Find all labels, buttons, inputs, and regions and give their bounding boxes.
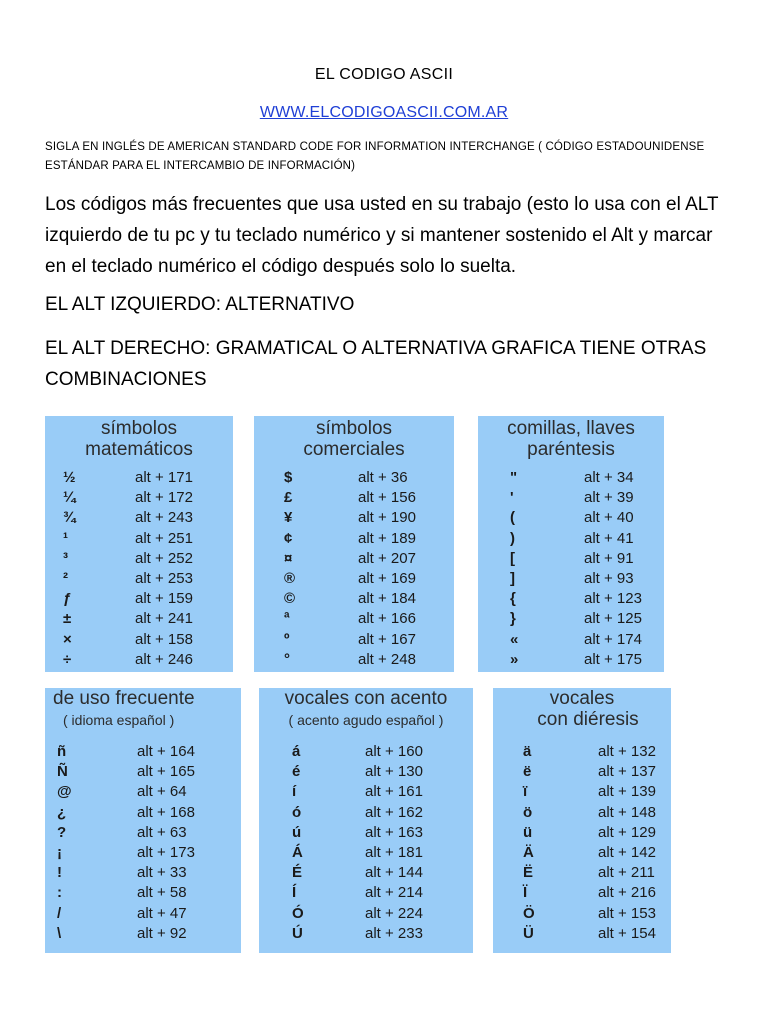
table-row — [478, 468, 664, 488]
row-alt-code: alt + 154 — [598, 924, 656, 942]
row-alt-code: alt + 172 — [135, 489, 193, 507]
row-alt-code: alt + 137 — [598, 763, 656, 781]
row-alt-code: alt + 39 — [584, 489, 634, 507]
table-row — [45, 468, 233, 488]
table-row — [45, 569, 233, 589]
row-alt-code: alt + 159 — [135, 590, 193, 608]
table-row — [259, 782, 473, 802]
table-title: paréntesis — [527, 439, 615, 460]
row-alt-code: alt + 161 — [365, 783, 423, 801]
table-title: matemáticos — [85, 439, 193, 460]
row-symbol: ) — [510, 529, 515, 547]
row-symbol: ¾ — [63, 509, 76, 527]
table-title: vocales — [549, 688, 615, 709]
row-symbol: © — [284, 590, 296, 608]
website-link[interactable]: WWW.ELCODIGOASCII.COM.AR — [259, 104, 509, 121]
table-row — [254, 508, 454, 528]
table-row — [254, 549, 454, 569]
table-row — [45, 589, 233, 609]
row-alt-code: alt + 181 — [365, 843, 423, 861]
row-symbol: ó — [292, 803, 302, 821]
table-title: de uso frecuente — [53, 688, 195, 709]
row-alt-code: alt + 92 — [137, 924, 187, 942]
row-symbol: ¡ — [57, 843, 62, 861]
table-title: símbolos — [100, 418, 178, 439]
row-alt-code: alt + 139 — [598, 783, 656, 801]
table-row — [478, 609, 664, 629]
row-alt-code: alt + 33 — [137, 864, 187, 882]
row-symbol: É — [292, 864, 303, 882]
page-title: EL CODIGO ASCII — [314, 66, 454, 83]
row-symbol: ! — [57, 864, 62, 882]
row-alt-code: alt + 153 — [598, 904, 656, 922]
table-row — [493, 904, 671, 924]
row-symbol: ] — [510, 569, 515, 587]
row-symbol: í — [292, 783, 297, 801]
row-alt-code: alt + 190 — [358, 509, 416, 527]
row-alt-code: alt + 189 — [358, 529, 416, 547]
row-alt-code: alt + 171 — [135, 469, 193, 486]
table-row — [259, 924, 473, 944]
row-symbol: Ü — [523, 924, 534, 942]
row-symbol: ( — [510, 509, 515, 527]
table-row — [493, 823, 671, 843]
table-row — [478, 630, 664, 650]
row-symbol: × — [63, 630, 72, 648]
table-row — [45, 782, 241, 802]
row-alt-code: alt + 162 — [365, 803, 423, 821]
table-rows — [493, 742, 671, 944]
table-subtitle: ( idioma español ) — [63, 712, 175, 728]
row-symbol: ' — [510, 489, 514, 507]
row-symbol: Ñ — [57, 763, 68, 781]
row-alt-code: alt + 36 — [358, 469, 408, 486]
row-alt-code: alt + 144 — [365, 864, 423, 882]
table-row — [45, 609, 233, 629]
table-row — [259, 742, 473, 762]
row-alt-code: alt + 47 — [137, 904, 187, 922]
table-math-symbols — [45, 416, 233, 672]
table-row — [493, 924, 671, 944]
intro-paragraph: Los códigos más frecuentes que usa usted en su trabajo (esto lo usa con el ALT izquierdo de tu pc y tu teclado numérico y si mantener sostenido el Alt y marcar en el teclado numérico el código después solo lo suelta. — [45, 194, 719, 277]
row-symbol: ñ — [57, 743, 67, 760]
row-alt-code: alt + 156 — [358, 489, 416, 507]
table-title: con diéresis — [537, 709, 639, 730]
table-row — [45, 823, 241, 843]
row-symbol: ë — [523, 763, 532, 781]
row-symbol: Ï — [523, 884, 528, 902]
row-alt-code: alt + 252 — [135, 549, 193, 567]
row-symbol: ÷ — [63, 650, 72, 668]
row-symbol: $ — [284, 469, 293, 486]
row-alt-code: alt + 164 — [137, 743, 195, 760]
table-quotes-braces — [478, 416, 664, 672]
table-rows — [254, 468, 454, 670]
table-title: comillas, llaves — [507, 418, 635, 439]
row-symbol: £ — [284, 489, 293, 507]
row-alt-code: alt + 248 — [358, 650, 416, 668]
row-symbol: ¿ — [57, 803, 67, 821]
table-row — [45, 762, 241, 782]
row-symbol: ª — [284, 610, 290, 628]
row-alt-code: alt + 214 — [365, 884, 423, 902]
row-symbol: { — [510, 590, 516, 608]
table-row — [45, 549, 233, 569]
row-symbol: [ — [510, 549, 515, 567]
table-row — [45, 650, 233, 670]
row-symbol: Ó — [292, 904, 304, 922]
row-symbol: ú — [292, 823, 302, 841]
table-row — [45, 803, 241, 823]
row-symbol: Í — [292, 884, 297, 902]
row-alt-code: alt + 166 — [358, 610, 416, 628]
row-alt-code: alt + 169 — [358, 569, 416, 587]
table-row — [493, 803, 671, 823]
row-alt-code: alt + 246 — [135, 650, 193, 668]
row-alt-code: alt + 130 — [365, 763, 423, 781]
row-symbol: ¤ — [284, 549, 293, 567]
table-row — [254, 468, 454, 488]
row-alt-code: alt + 251 — [135, 529, 193, 547]
row-symbol: ¹ — [63, 529, 68, 547]
table-row — [259, 803, 473, 823]
table-row — [254, 609, 454, 629]
row-alt-code: alt + 158 — [135, 630, 193, 648]
table-rows — [478, 468, 664, 670]
table-row — [478, 569, 664, 589]
row-alt-code: alt + 91 — [584, 549, 634, 567]
table-title: símbolos — [315, 418, 393, 439]
table-commercial-symbols — [254, 416, 454, 672]
row-symbol: @ — [57, 783, 72, 801]
table-row — [254, 529, 454, 549]
table-row — [254, 569, 454, 589]
table-row — [45, 508, 233, 528]
row-symbol: Ä — [523, 843, 534, 861]
table-row — [259, 843, 473, 863]
alt-left-heading: EL ALT IZQUIERDO: ALTERNATIVO — [45, 294, 355, 315]
row-alt-code: alt + 129 — [598, 823, 656, 841]
row-alt-code: alt + 173 — [137, 843, 195, 861]
row-symbol: ¼ — [63, 489, 76, 507]
row-alt-code: alt + 58 — [137, 884, 187, 902]
row-alt-code: alt + 34 — [584, 469, 634, 486]
table-row — [45, 488, 233, 508]
row-symbol: » — [510, 650, 519, 668]
row-symbol: « — [510, 630, 519, 648]
table-frequent-use — [45, 688, 241, 953]
table-row — [45, 630, 233, 650]
row-symbol: ü — [523, 823, 533, 841]
table-rows — [259, 742, 473, 944]
table-row — [45, 904, 241, 924]
table-row — [259, 883, 473, 903]
table-row — [493, 843, 671, 863]
row-alt-code: alt + 243 — [135, 509, 193, 527]
row-symbol: ï — [523, 783, 528, 801]
table-row — [478, 650, 664, 670]
table-title: vocales con acento — [284, 688, 448, 709]
row-symbol: ä — [523, 743, 532, 760]
row-symbol: ± — [63, 610, 72, 628]
table-row — [254, 589, 454, 609]
row-symbol: ² — [63, 569, 68, 587]
row-alt-code: alt + 224 — [365, 904, 423, 922]
table-row — [493, 782, 671, 802]
table-row — [493, 742, 671, 762]
row-symbol: ¥ — [284, 509, 293, 527]
row-alt-code: alt + 165 — [137, 763, 195, 781]
table-row — [478, 508, 664, 528]
table-subtitle: ( acento agudo español ) — [288, 712, 444, 728]
row-alt-code: alt + 174 — [584, 630, 642, 648]
row-symbol: " — [510, 469, 518, 486]
row-alt-code: alt + 41 — [584, 529, 634, 547]
row-alt-code: alt + 40 — [584, 509, 634, 527]
table-row — [478, 549, 664, 569]
row-alt-code: alt + 64 — [137, 783, 187, 801]
acronym-definition: SIGLA EN INGLÉS DE AMERICAN STANDARD CODE FOR INFORMATION INTERCHANGE ( CÓDIGO ESTADOUNIDENSE ESTÁNDAR PARA EL INTERCAMBIO DE INFORMACIÓN) — [45, 141, 705, 172]
table-rows — [45, 742, 241, 944]
table-row — [254, 650, 454, 670]
table-row — [45, 843, 241, 863]
table-row — [493, 762, 671, 782]
row-alt-code: alt + 253 — [135, 569, 193, 587]
row-symbol: ° — [284, 650, 290, 668]
row-symbol: á — [292, 743, 301, 760]
row-symbol: ® — [284, 569, 296, 587]
table-row — [45, 529, 233, 549]
row-symbol: ö — [523, 803, 533, 821]
row-alt-code: alt + 148 — [598, 803, 656, 821]
table-row — [259, 904, 473, 924]
row-symbol: é — [292, 763, 301, 781]
row-symbol: / — [57, 904, 62, 922]
row-symbol: : — [57, 884, 62, 902]
row-alt-code: alt + 167 — [358, 630, 416, 648]
table-row — [45, 883, 241, 903]
row-alt-code: alt + 207 — [358, 549, 416, 567]
row-alt-code: alt + 211 — [598, 864, 655, 882]
row-symbol: ? — [57, 823, 67, 841]
row-symbol: \ — [57, 924, 62, 942]
table-row — [259, 762, 473, 782]
table-row — [259, 863, 473, 883]
row-alt-code: alt + 241 — [135, 610, 193, 628]
row-alt-code: alt + 184 — [358, 590, 416, 608]
row-alt-code: alt + 132 — [598, 743, 656, 760]
row-symbol: } — [510, 610, 516, 628]
row-alt-code: alt + 63 — [137, 823, 187, 841]
row-alt-code: alt + 233 — [365, 924, 423, 942]
row-alt-code: alt + 93 — [584, 569, 634, 587]
row-symbol: Ú — [292, 924, 303, 942]
row-alt-code: alt + 125 — [584, 610, 642, 628]
row-alt-code: alt + 175 — [584, 650, 642, 668]
table-row — [478, 529, 664, 549]
table-row — [259, 823, 473, 843]
row-alt-code: alt + 160 — [365, 743, 423, 760]
row-symbol: ƒ — [63, 590, 72, 608]
table-rows — [45, 468, 233, 670]
alt-right-heading: EL ALT DERECHO: GRAMATICAL O ALTERNATIVA GRAFICA TIENE OTRAS COMBINACIONES — [45, 338, 707, 390]
table-row — [478, 488, 664, 508]
table-umlaut-vowels — [493, 688, 671, 953]
row-alt-code: alt + 163 — [365, 823, 423, 841]
row-alt-code: alt + 142 — [598, 843, 656, 861]
table-row — [478, 589, 664, 609]
row-alt-code: alt + 168 — [137, 803, 195, 821]
table-row — [45, 742, 241, 762]
table-row — [493, 883, 671, 903]
row-symbol: Á — [292, 843, 303, 861]
row-symbol: Ö — [523, 904, 535, 922]
row-alt-code: alt + 216 — [598, 884, 656, 902]
table-accented-vowels — [259, 688, 473, 953]
row-symbol: º — [284, 630, 290, 648]
table-title: comerciales — [303, 439, 405, 460]
row-symbol: ¢ — [284, 529, 293, 547]
table-row — [254, 488, 454, 508]
table-row — [45, 863, 241, 883]
row-symbol: ³ — [63, 549, 68, 567]
row-alt-code: alt + 123 — [584, 590, 642, 608]
row-symbol: ½ — [63, 469, 76, 486]
table-row — [493, 863, 671, 883]
table-row — [254, 630, 454, 650]
row-symbol: Ë — [523, 864, 534, 882]
table-row — [45, 924, 241, 944]
